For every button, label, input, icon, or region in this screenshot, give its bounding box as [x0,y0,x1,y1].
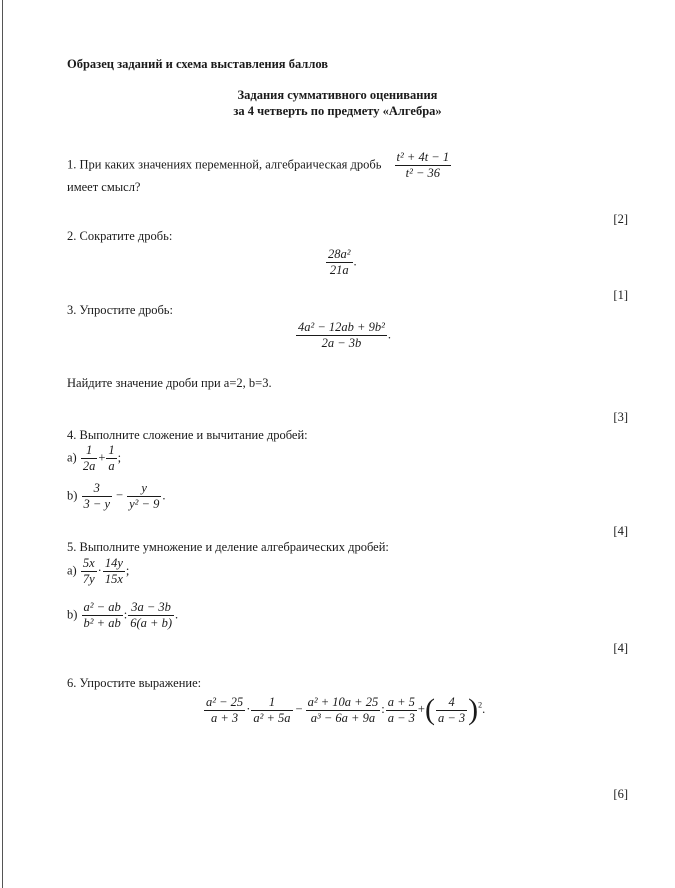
fraction [306,695,381,726]
operator: + [417,701,425,716]
question-6-text: 6. Упростите выражение: [67,676,202,690]
fraction-denominator: 15x [104,572,123,586]
fraction-numerator: 1 [81,443,98,459]
question-2-text: 2. Сократите дробь: [67,229,173,243]
fraction-denominator: a + 3 [211,710,239,725]
right-paren: ) [468,693,479,726]
fraction-denominator: 2a − 3b [321,336,362,350]
fraction-denominator: 21a [329,263,349,277]
question-3-fraction [296,320,387,351]
question-3-expression: $\frac{\text{4a² − 12ab + 9b²}}{2a - 3b}$ . [298,320,391,350]
fraction-numerator: 4 [436,695,467,711]
fraction [204,695,245,726]
fraction-numerator: a² + 10a + 25 [307,694,379,709]
fraction-numerator: 28a² [328,247,351,261]
fraction-denominator: 7y [82,572,95,586]
fraction-denominator: a − 3 [387,710,415,725]
fraction-numerator: 1 [251,695,292,711]
question-2-expression: $\frac{\text{28a²}}{21a}$ . [328,247,357,277]
score-q3: [3] [613,410,628,424]
fraction [251,695,292,726]
fraction-denominator: 3 − y [83,497,111,511]
fraction-denominator: y² − 9 [129,497,160,511]
question-6-expression: $\frac{\text{a² − 25}}{a + 3}$ · $\frac{1}{\text{a² + 5a}}$ − $\frac{\text{a² + 10a + 25}}{\text{a³ − 6a + 9a}}$ : $\frac{a + 5}{a - 3}$ +( $\frac{4}{a - 3}$ )$^2$. [206,693,486,726]
item-label: b) [67,607,78,622]
question-2-fraction [326,247,353,278]
fraction [128,600,174,631]
fraction-numerator: 5x [82,556,95,570]
item-label: b) [67,488,78,503]
question-4-text: 4. Выполните сложение и вычитание дробей: [67,428,308,442]
operator: · [97,563,102,578]
item-label: a) [67,563,77,578]
fraction-denominator: 2a [82,459,96,473]
fraction-numerator: a + 5 [387,694,415,709]
title-line-2: за 4 четверть по предмету «Алгебра» [233,104,442,118]
page-left-edge [2,0,3,888]
score-q2: [1] [613,288,628,302]
fraction-denominator: b² + ab [83,616,121,630]
operator: − [295,701,303,716]
score-q6: [6] [613,787,628,801]
fraction [103,556,125,587]
question-4b: b) $\frac{3}{3 - y}$ − $\frac{y}{\text{y² − 9}}$ . [67,481,166,511]
question-5b: b) $\frac{\text{a² − ab}}{\text{b² + ab}}$ : $\frac{3a - 3b}{6(a + b)}$ . [67,600,179,630]
fraction-denominator: a² + 5a [253,710,291,725]
operator: + [98,450,106,465]
score-q4: [4] [613,524,628,538]
fraction-denominator: a − 3 [437,710,466,725]
fraction [386,695,417,726]
exponent: 2 [478,700,483,710]
fraction-numerator: 1 [108,443,115,457]
fraction [127,481,161,512]
fraction [81,443,98,474]
fraction [81,556,97,587]
question-1-fraction [395,150,452,181]
fraction [82,600,123,631]
fraction-numerator: t² + 4t − 1 [396,150,450,164]
question-3-text: 3. Упростите дробь: [67,303,173,317]
score-q5: [4] [613,641,628,655]
fraction-numerator: 14y [104,556,123,570]
fraction [106,443,116,474]
fraction-denominator: a [108,459,115,473]
question-1 [67,150,452,181]
fraction-numerator: 4a² − 12ab + 9b² [298,320,385,334]
fraction-numerator: a² − ab [83,600,121,614]
document-heading: Образец заданий и схема выставления баллов [67,57,329,71]
fraction-numerator: a² − 25 [206,694,244,709]
operator: : [123,607,128,622]
question-4a: a) $\frac{1}{2a}$ + $\frac{1}{a}$ ; [67,443,122,473]
operator: : [381,701,385,716]
title-line-1: Задания суммативного оценивания [237,88,438,102]
score-q1: [2] [613,212,628,226]
fraction [436,695,467,726]
question-5a: a) $\frac{5x}{7y}$ · $\frac{14y}{15x}$ ; [67,556,130,586]
fraction-numerator: y [127,481,161,497]
question-5-text: 5. Выполните умножение и деление алгебраических дробей: [67,540,389,554]
fraction-denominator: a³ − 6a + 9a [310,710,376,725]
question-3-find-value: Найдите значение дроби при a=2, b=3. [67,376,272,390]
operator: · [246,701,251,716]
operator: − [116,488,124,503]
fraction-denominator: t² − 36 [405,166,441,180]
left-paren: ( [424,693,435,726]
question-1-continuation: имеет смысл? [67,180,141,194]
fraction-denominator: 6(a + b) [130,616,172,630]
question-1-text: 1. При каких значениях переменной, алгебраическая дробь [67,157,382,172]
fraction-numerator: 3 [82,481,112,497]
fraction-numerator: 3a − 3b [128,600,174,616]
fraction [82,481,112,512]
item-label: a) [67,450,77,465]
